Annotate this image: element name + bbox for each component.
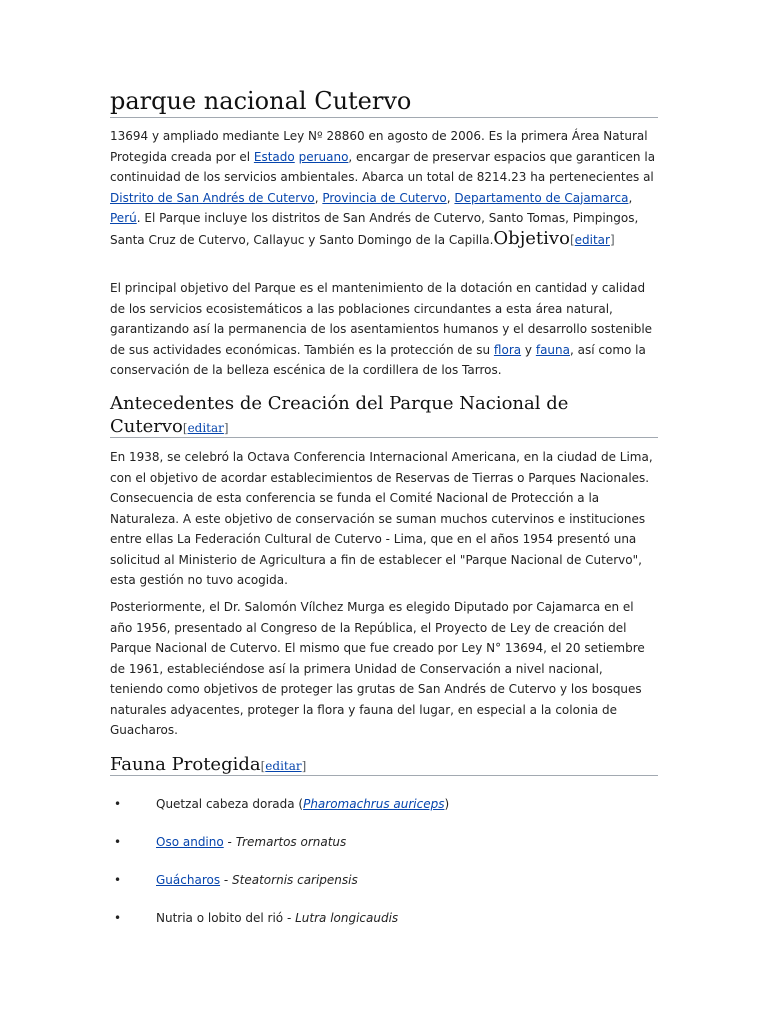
list-item-text — [156, 906, 398, 930]
list-item — [110, 906, 658, 930]
link-estado[interactable]: Estado — [253, 149, 295, 164]
intro-text-7: . El Parque incluye los distritos de San Andrés de Cutervo, Santo Tomas, Pimpingos, Santa Cruz de Cutervo, Callayuc y Santo Domingo de la Capilla. — [110, 211, 639, 247]
edit-bracket-open: [ — [569, 232, 575, 247]
antecedentes-paragraph-2: Posteriormente, el Dr. Salomón Vílchez Murga es elegido Diputado por Cajamarca en el año 1956, presentado al Congreso de la República, el Proyecto de Ley de creación del Parque Nacional de Cutervo. El mismo que fue creado por Ley N° 13694, el 20 setiembre de 1961, estableciéndose así la primera Unidad de Conservación a nivel nacional, teniendo como objetivos de proteger las grutas de San Andrés de Cutervo y los bosques naturales adyacentes, proteger la flora y fauna del lugar, en especial a la colonia de Guacharos. — [110, 600, 645, 737]
section-heading-objetivo: Objetivo — [493, 227, 570, 249]
link-provincia[interactable]: Provincia de Cutervo — [322, 190, 447, 205]
link-flora[interactable]: flora — [493, 342, 522, 357]
item-separator: - — [283, 911, 296, 925]
edit-bracket-close: ] — [301, 759, 307, 773]
edit-section-objetivo — [570, 233, 615, 247]
list-item-text — [156, 830, 346, 854]
link-fauna[interactable]: fauna — [535, 342, 570, 357]
objetivo-text-1: El principal objetivo del Parque es el mantenimiento de la dotación en cantidad y calidad de los servicios ecosistemáticos a las poblaciones circundantes a esta área natural, garantizando así la permanencia de los asentamientos humanos y el desarrollo sostenible de sus actividades económicas. También es la protección de su — [110, 281, 653, 357]
objetivo-paragraph — [110, 278, 658, 381]
intro-paragraph — [110, 126, 658, 250]
intro-text-6: , — [628, 190, 633, 205]
link-oso-andino[interactable]: Oso andino — [156, 835, 224, 849]
link-departamento[interactable]: Departamento de Cajamarca — [454, 190, 629, 205]
edit-bracket-close: ] — [223, 421, 229, 435]
edit-link-objetivo[interactable]: editar — [574, 232, 610, 247]
item-separator: - — [223, 835, 236, 849]
list-item-text — [156, 868, 358, 892]
list-item-text — [156, 792, 449, 816]
intro-text-1: 13694 y ampliado mediante Ley Nº 28860 en agosto de 2006. Es la primera Área Natural Protegida creada por el — [110, 129, 648, 164]
antecedentes-paragraph-1: En 1938, se celebró la Octava Conferencia Internacional Americana, en la ciudad de Lima, con el objetivo de acordar establecimientos de Reservas de Tierras o Parques Nacionales. Consecuencia de esta conferencia se funda el Comité Nacional de Protección a la Naturaleza. A este objetivo de conservación se suman muchos cutervinos e instituciones entre ellas La Federación Cultural de Cutervo - Lima, que en el años 1954 presentó una solicitud al Ministerio de Agricultura a fin de establecer el "Parque Nacional de Cutervo", esta gestión no tuvo acogida. — [110, 450, 653, 587]
item-prefix: Nutria o lobito del rió — [156, 911, 284, 925]
edit-bracket-open: [ — [182, 421, 188, 435]
item-prefix: Quetzal cabeza dorada ( — [156, 797, 304, 811]
item-scientific-name: Pharomachrus auriceps — [303, 797, 445, 811]
objetivo-text-3: , así como la conservación de la belleza escénica de la cordillera de los Tarros. — [110, 342, 646, 377]
bullet-icon: • — [114, 797, 122, 811]
intro-text-3: , encargar de preservar espacios que garanticen la continuidad de los servicios ambientales. Abarca un total de 8214.23 ha pertenecientes al — [110, 149, 656, 184]
edit-section-fauna — [261, 759, 307, 773]
item-scientific-name: Lutra longicaudis — [295, 911, 399, 925]
link-pharomachrus[interactable] — [303, 797, 444, 811]
fauna-heading-text: Fauna Protegida — [110, 754, 261, 775]
antecedentes-heading-text: Antecedentes de Creación del Parque Nacional de Cutervo — [110, 393, 569, 437]
section-heading-antecedentes — [110, 392, 658, 438]
intro-text-4: , — [314, 190, 323, 205]
edit-section-antecedentes — [183, 421, 229, 435]
bullet-icon: • — [114, 835, 122, 849]
list-item — [110, 792, 658, 816]
item-separator: - — [220, 873, 233, 887]
link-distrito[interactable]: Distrito de San Andrés de Cutervo — [110, 190, 315, 205]
objetivo-text-2: y — [521, 342, 536, 357]
list-item — [110, 868, 658, 892]
item-scientific-name: Tremartos ornatus — [235, 835, 347, 849]
edit-bracket-close: ] — [609, 232, 615, 247]
page-title: parque nacional Cutervo — [110, 86, 658, 118]
list-item — [110, 830, 658, 854]
item-scientific-name: Steatornis caripensis — [232, 873, 358, 887]
edit-link-fauna[interactable]: editar — [265, 759, 302, 773]
bullet-icon: • — [114, 873, 122, 887]
link-peru[interactable]: Perú — [110, 211, 137, 225]
edit-bracket-open: [ — [260, 759, 266, 773]
intro-text-5: , — [446, 190, 455, 205]
section-heading-fauna — [110, 753, 658, 776]
bullet-icon: • — [114, 911, 122, 925]
item-suffix: ) — [444, 797, 450, 811]
link-guacharos[interactable]: Guácharos — [156, 873, 221, 887]
link-peruano[interactable]: peruano — [298, 149, 349, 164]
edit-link-antecedentes[interactable]: editar — [187, 421, 224, 435]
